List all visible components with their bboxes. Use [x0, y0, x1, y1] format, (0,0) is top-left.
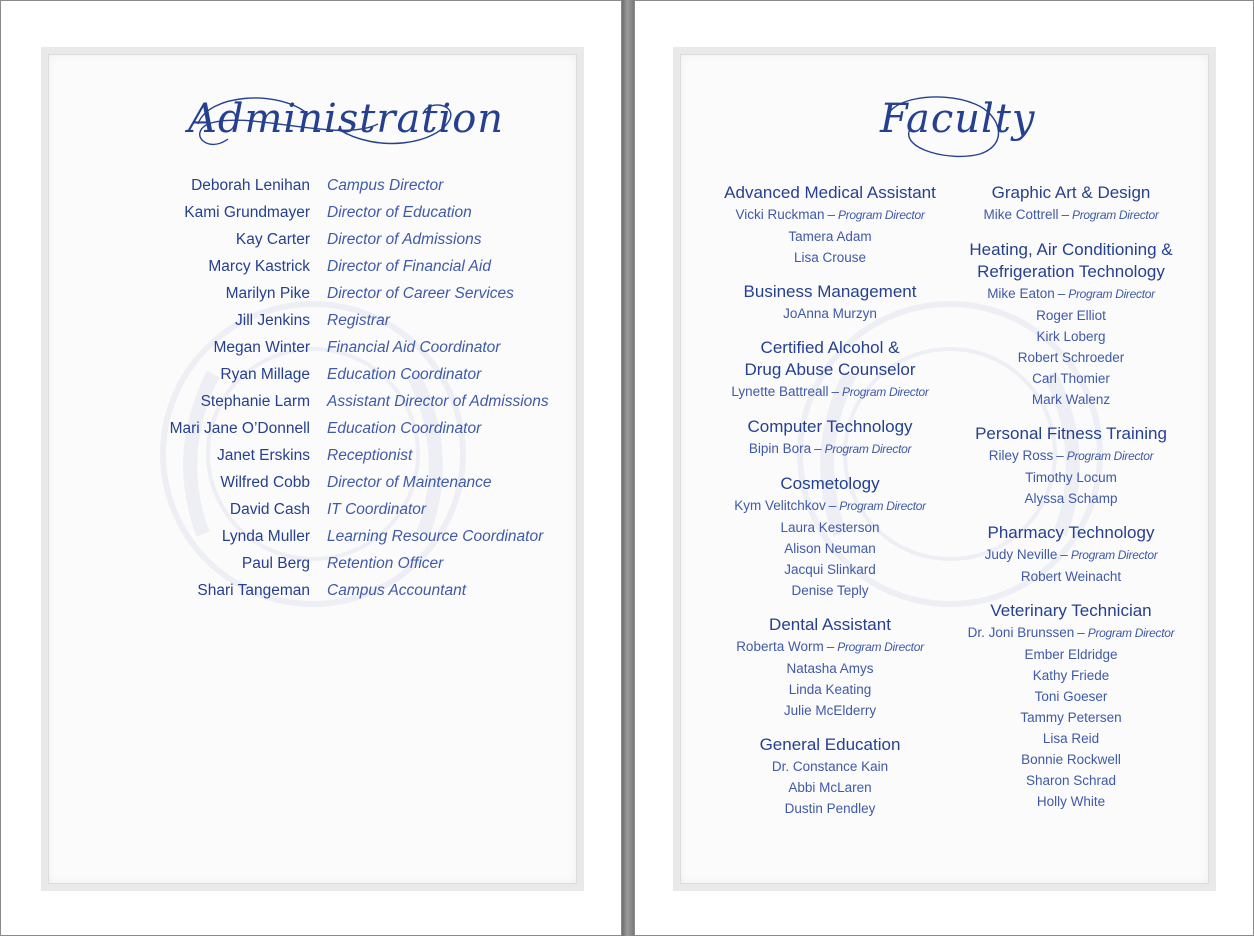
faculty-department [700, 614, 960, 721]
faculty-member-name: Dustin Pendley [784, 801, 876, 816]
department-name [700, 337, 960, 381]
faculty-member-name: Abbi McLaren [788, 780, 872, 795]
faculty-member [700, 247, 960, 268]
admin-name: Marcy Kastrick [208, 258, 310, 275]
faculty-member-role: Program Director [1087, 626, 1175, 640]
administration-heading: Administration [188, 84, 458, 164]
faculty-member-name: Kym Velitchkov [734, 498, 826, 513]
faculty-member [941, 566, 1201, 587]
faculty-member-name: Bipin Bora [748, 441, 812, 456]
faculty-department [700, 473, 960, 601]
faculty-member [700, 756, 960, 777]
faculty-member [941, 445, 1201, 467]
admin-title: Director of Financial Aid [327, 258, 491, 275]
faculty-department [700, 182, 960, 268]
admin-name: David Cash [229, 501, 310, 518]
department-name-line: Certified Alcohol & [760, 338, 900, 357]
faculty-page [634, 0, 1254, 936]
admin-row [48, 420, 591, 447]
department-name: Advanced Medical Assistant [724, 183, 936, 202]
faculty-member [700, 204, 960, 226]
faculty-member [941, 368, 1201, 389]
admin-name: Shari Tangeman [197, 582, 310, 599]
department-name: Computer Technology [747, 417, 913, 436]
faculty-member-name: Denise Teply [791, 583, 869, 598]
faculty-department [941, 522, 1201, 587]
faculty-member [700, 559, 960, 580]
admin-title: Learning Resource Coordinator [327, 528, 544, 545]
faculty-member [941, 665, 1201, 686]
admin-row [48, 177, 591, 204]
faculty-member-role: Program Director [842, 385, 929, 399]
admin-row [48, 555, 591, 582]
administration-page [0, 0, 622, 936]
admin-row [48, 231, 591, 258]
faculty-member [700, 517, 960, 538]
department-name [941, 239, 1201, 283]
admin-name: Stephanie Larm [200, 393, 310, 410]
faculty-member-name: Lisa Crouse [793, 250, 867, 265]
faculty-member-role: Program Director [837, 208, 925, 222]
role-separator: – [1057, 286, 1066, 301]
faculty-member-role: Program Director [1071, 208, 1159, 222]
admin-row [48, 366, 591, 393]
admin-name: Mari Jane O’Donnell [169, 420, 310, 437]
faculty-member-name: Mike Cottrell [983, 207, 1059, 222]
role-separator: – [1056, 448, 1064, 463]
role-separator: – [828, 498, 837, 513]
faculty-member-name: Tamera Adam [788, 229, 872, 244]
faculty-member [941, 707, 1201, 728]
faculty-member-name: Dr. Joni Brunssen [967, 625, 1075, 640]
admin-title: Education Coordinator [327, 420, 482, 437]
faculty-member [700, 700, 960, 721]
faculty-member [941, 305, 1201, 326]
faculty-column-right [941, 182, 1201, 825]
faculty-department [700, 734, 960, 819]
faculty-member-name: Bonnie Rockwell [1021, 752, 1121, 767]
admin-name: Wilfred Cobb [220, 474, 310, 491]
faculty-member-name: Alyssa Schamp [1024, 491, 1118, 506]
faculty-department [941, 182, 1201, 226]
admin-row [48, 339, 591, 366]
faculty-member [941, 644, 1201, 665]
faculty-member-name: JoAnna Murzyn [783, 306, 877, 321]
faculty-department [941, 423, 1201, 509]
department-name: Personal Fitness Training [975, 424, 1167, 443]
page-gutter [622, 0, 634, 936]
faculty-member [700, 658, 960, 679]
faculty-member [700, 226, 960, 247]
faculty-member-name: Kathy Friede [1032, 668, 1110, 683]
faculty-member [700, 798, 960, 819]
admin-name: Lynda Muller [221, 528, 310, 545]
faculty-member-name: Lisa Reid [1042, 731, 1100, 746]
admin-title: Registrar [327, 312, 390, 329]
faculty-member-name: Natasha Amys [786, 661, 874, 676]
faculty-member-role: Program Director [1070, 548, 1158, 562]
faculty-member [700, 381, 960, 403]
faculty-member-name: Ember Eldridge [1024, 647, 1118, 662]
faculty-member-role: Program Director [839, 499, 926, 513]
faculty-panel [673, 47, 1216, 891]
admin-row [48, 285, 591, 312]
department-name-line: Drug Abuse Counselor [744, 360, 916, 379]
role-separator: – [826, 639, 835, 654]
admin-title: Education Coordinator [327, 366, 482, 383]
faculty-member-name: Toni Goeser [1034, 689, 1108, 704]
faculty-member-name: Kirk Loberg [1036, 329, 1106, 344]
faculty-member-role: Program Director [824, 442, 912, 456]
department-name: Graphic Art & Design [991, 183, 1151, 202]
faculty-department [941, 239, 1201, 410]
faculty-member [941, 622, 1201, 644]
faculty-member [700, 438, 960, 460]
department-name-line: Refrigeration Technology [977, 262, 1165, 281]
faculty-member-name: Mike Eaton [987, 286, 1055, 301]
administration-panel [41, 47, 584, 891]
faculty-member [700, 303, 960, 324]
admin-title: Campus Accountant [327, 582, 467, 599]
admin-title: Director of Career Services [327, 285, 514, 302]
faculty-heading: Faculty [880, 84, 1020, 164]
admin-name: Jill Jenkins [235, 312, 310, 329]
department-name: Business Management [743, 282, 917, 301]
department-name: Dental Assistant [769, 615, 891, 634]
role-separator: – [827, 207, 835, 222]
admin-title: Retention Officer [327, 555, 444, 572]
faculty-member [700, 495, 960, 517]
faculty-member [700, 580, 960, 601]
faculty-member-name: Linda Keating [788, 682, 872, 697]
role-separator: – [831, 384, 839, 399]
faculty-member-name: Laura Kesterson [780, 520, 880, 535]
faculty-column-left [700, 182, 960, 832]
department-name-line: Heating, Air Conditioning & [969, 240, 1173, 259]
faculty-member [941, 467, 1201, 488]
admin-title: Director of Education [327, 204, 472, 221]
faculty-member [941, 204, 1201, 226]
admin-name: Ryan Millage [220, 366, 310, 383]
department-name: Cosmetology [780, 474, 880, 493]
faculty-member-name: Mark Walenz [1031, 392, 1111, 407]
faculty-member-name: Julie McElderry [783, 703, 877, 718]
admin-name: Janet Erskins [216, 447, 310, 464]
faculty-member [700, 538, 960, 559]
faculty-department [700, 416, 960, 460]
admin-row [48, 447, 591, 474]
faculty-member-name: Carl Thomier [1032, 371, 1110, 386]
faculty-member-name: Holly White [1036, 794, 1106, 809]
faculty-member-name: Timothy Locum [1025, 470, 1117, 485]
department-name: General Education [759, 735, 901, 754]
admin-name: Deborah Lenihan [191, 177, 310, 194]
admin-row [48, 501, 591, 528]
faculty-member-role: Program Director [1068, 287, 1155, 301]
faculty-member-name: Roger Elliot [1036, 308, 1106, 323]
faculty-member [941, 544, 1201, 566]
faculty-member [941, 488, 1201, 509]
admin-row [48, 582, 591, 609]
role-separator: – [814, 441, 822, 456]
faculty-member [941, 347, 1201, 368]
faculty-member [941, 791, 1201, 812]
faculty-member [941, 770, 1201, 791]
admin-row [48, 474, 591, 501]
faculty-member [941, 389, 1201, 410]
faculty-member [941, 686, 1201, 707]
admin-name: Marilyn Pike [225, 285, 310, 302]
admin-title: IT Coordinator [327, 501, 427, 518]
admin-row [48, 204, 591, 231]
faculty-member-name: Sharon Schrad [1025, 773, 1117, 788]
faculty-member-name: Dr. Constance Kain [771, 759, 889, 774]
faculty-member [941, 749, 1201, 770]
faculty-member-name: Robert Schroeder [1017, 350, 1125, 365]
faculty-member [700, 636, 960, 658]
faculty-member-name: Lynette Battreall [731, 384, 829, 399]
faculty-member-name: Robert Weinacht [1020, 569, 1122, 584]
admin-row [48, 528, 591, 555]
admin-title: Receptionist [327, 447, 413, 464]
role-separator: – [1060, 547, 1068, 562]
admin-name: Megan Winter [213, 339, 310, 356]
faculty-member-name: Riley Ross [988, 448, 1054, 463]
admin-row [48, 393, 591, 420]
faculty-member [941, 283, 1201, 305]
faculty-member [700, 777, 960, 798]
admin-row [48, 312, 591, 339]
admin-name: Paul Berg [241, 555, 310, 572]
faculty-member-name: Alison Neuman [784, 541, 876, 556]
faculty-member [700, 679, 960, 700]
admin-title: Assistant Director of Admissions [327, 393, 549, 410]
faculty-member-name: Vicki Ruckman [735, 207, 825, 222]
admin-name: Kay Carter [235, 231, 310, 248]
admin-title: Financial Aid Coordinator [327, 339, 501, 356]
role-separator: – [1061, 207, 1069, 222]
faculty-member-role: Program Director [837, 640, 924, 654]
faculty-member [941, 728, 1201, 749]
faculty-member-name: Jacqui Slinkard [784, 562, 876, 577]
faculty-member-name: Roberta Worm [736, 639, 824, 654]
faculty-member-name: Tammy Petersen [1020, 710, 1122, 725]
department-name: Pharmacy Technology [987, 523, 1155, 542]
admin-title: Director of Admissions [327, 231, 482, 248]
faculty-member [941, 326, 1201, 347]
admin-title: Campus Director [327, 177, 444, 194]
faculty-department [700, 337, 960, 403]
admin-title: Director of Maintenance [327, 474, 492, 491]
admin-row [48, 258, 591, 285]
faculty-member-name: Judy Neville [984, 547, 1058, 562]
faculty-department [941, 600, 1201, 812]
role-separator: – [1077, 625, 1085, 640]
faculty-member-role: Program Director [1066, 449, 1154, 463]
faculty-department [700, 281, 960, 324]
admin-name: Kami Grundmayer [184, 204, 310, 221]
department-name: Veterinary Technician [990, 601, 1152, 620]
